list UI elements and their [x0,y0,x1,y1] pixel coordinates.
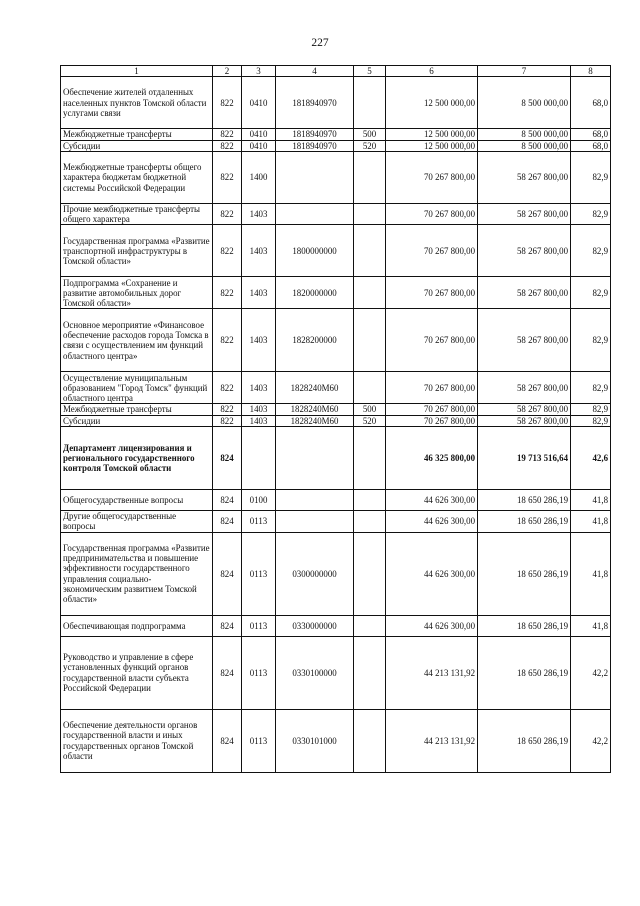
table-row [61,636,611,709]
header-cell-5: 5 [354,66,386,77]
expense-type-cell [354,709,386,772]
page-number: 227 [311,37,329,49]
target-article-cell: 1828240М60 [276,415,354,426]
actual-amount-cell: 18 650 286,19 [478,709,571,772]
actual-amount-cell: 8 500 000,00 [478,140,571,151]
planned-amount-cell: 70 267 800,00 [386,309,478,372]
target-article-cell: 0330000000 [276,615,354,636]
expense-type-cell [354,309,386,372]
description-cell: Осуществление муниципальным образованием "Город Томск" функций областного центра [61,372,213,404]
table-row [61,225,611,277]
actual-amount-cell: 58 267 800,00 [478,404,571,415]
planned-amount-cell: 70 267 800,00 [386,277,478,309]
target-article-cell [276,203,354,225]
actual-amount-cell: 8 500 000,00 [478,129,571,140]
actual-amount-cell: 19 713 516,64 [478,427,571,490]
planned-amount-cell: 70 267 800,00 [386,372,478,404]
grbs-cell: 824 [213,636,242,709]
actual-amount-cell: 18 650 286,19 [478,636,571,709]
grbs-cell: 824 [213,709,242,772]
table-row [61,415,611,426]
grbs-cell: 822 [213,372,242,404]
target-article-cell: 1820000000 [276,277,354,309]
section-cell: 1403 [242,309,276,372]
grbs-cell: 822 [213,309,242,372]
grbs-cell: 822 [213,277,242,309]
table-body [61,66,611,773]
target-article-cell: 1818940970 [276,77,354,129]
target-article-cell: 0300000000 [276,532,354,615]
section-cell: 0410 [242,140,276,151]
target-article-cell: 1828200000 [276,309,354,372]
description-cell: Подпрограмма «Сохранение и развитие автомобильных дорог Томской области» [61,277,213,309]
actual-amount-cell: 18 650 286,19 [478,532,571,615]
table-row [61,151,611,203]
expense-type-cell: 500 [354,129,386,140]
expense-type-cell [354,532,386,615]
grbs-cell: 822 [213,129,242,140]
target-article-cell [276,151,354,203]
description-cell: Департамент лицензирования и регионального государственного контроля Томской области [61,427,213,490]
table-row [61,490,611,511]
percent-cell: 68,0 [571,140,611,151]
percent-cell: 42,2 [571,709,611,772]
grbs-cell: 822 [213,140,242,151]
grbs-cell: 824 [213,490,242,511]
expense-type-cell [354,277,386,309]
percent-cell: 82,9 [571,309,611,372]
planned-amount-cell: 44 626 300,00 [386,490,478,511]
section-cell: 0113 [242,532,276,615]
section-cell: 1403 [242,277,276,309]
planned-amount-cell: 44 213 131,92 [386,636,478,709]
expense-type-cell [354,151,386,203]
grbs-cell: 824 [213,532,242,615]
header-cell-3: 3 [242,66,276,77]
percent-cell: 82,9 [571,277,611,309]
description-cell: Общегосударственные вопросы [61,490,213,511]
planned-amount-cell: 12 500 000,00 [386,129,478,140]
actual-amount-cell: 18 650 286,19 [478,511,571,533]
planned-amount-cell: 44 626 300,00 [386,511,478,533]
section-cell: 1400 [242,151,276,203]
target-article-cell: 1828240М60 [276,404,354,415]
actual-amount-cell: 18 650 286,19 [478,490,571,511]
planned-amount-cell: 70 267 800,00 [386,225,478,277]
actual-amount-cell: 58 267 800,00 [478,309,571,372]
expense-type-cell [354,615,386,636]
expense-type-cell [354,203,386,225]
percent-cell: 82,9 [571,151,611,203]
header-cell-2: 2 [213,66,242,77]
percent-cell: 82,9 [571,225,611,277]
target-article-cell: 0330101000 [276,709,354,772]
table-row [61,404,611,415]
percent-cell: 82,9 [571,415,611,426]
description-cell: Государственная программа «Развитие транспортной инфраструктуры в Томской области» [61,225,213,277]
header-cell-1: 1 [61,66,213,77]
percent-cell: 82,9 [571,404,611,415]
header-cell-6: 6 [386,66,478,77]
target-article-cell: 0330100000 [276,636,354,709]
section-cell: 1403 [242,404,276,415]
percent-cell: 41,8 [571,511,611,533]
section-cell: 0113 [242,615,276,636]
expense-type-cell: 520 [354,140,386,151]
planned-amount-cell: 70 267 800,00 [386,404,478,415]
table-row [61,372,611,404]
section-cell: 0410 [242,129,276,140]
grbs-cell: 824 [213,511,242,533]
header-row [61,66,611,77]
grbs-cell: 822 [213,151,242,203]
description-cell: Субсидии [61,140,213,151]
expense-type-cell [354,77,386,129]
description-cell: Межбюджетные трансферты [61,404,213,415]
planned-amount-cell: 44 626 300,00 [386,615,478,636]
percent-cell: 42,2 [571,636,611,709]
table-row [61,129,611,140]
description-cell: Межбюджетные трансферты [61,129,213,140]
section-cell: 1403 [242,415,276,426]
description-cell: Государственная программа «Развитие предпринимательства и повышение эффективности государственного управления социально-экономическим развитием Томской области» [61,532,213,615]
expense-type-cell [354,636,386,709]
description-cell: Основное мероприятие «Финансовое обеспечение расходов города Томска в связи с осуществлением им функций областного центра» [61,309,213,372]
section-cell: 1403 [242,225,276,277]
target-article-cell: 1828240М60 [276,372,354,404]
expense-type-cell [354,372,386,404]
expense-type-cell [354,427,386,490]
target-article-cell: 1818940970 [276,129,354,140]
actual-amount-cell: 58 267 800,00 [478,151,571,203]
section-cell: 0100 [242,490,276,511]
table-row [61,277,611,309]
planned-amount-cell: 70 267 800,00 [386,415,478,426]
description-cell: Межбюджетные трансферты общего характера бюджетам бюджетной системы Российской Федерации [61,151,213,203]
grbs-cell: 822 [213,404,242,415]
section-cell: 0113 [242,511,276,533]
percent-cell: 41,8 [571,490,611,511]
header-cell-8: 8 [571,66,611,77]
expense-type-cell: 500 [354,404,386,415]
target-article-cell [276,511,354,533]
grbs-cell: 824 [213,427,242,490]
actual-amount-cell: 58 267 800,00 [478,203,571,225]
actual-amount-cell: 58 267 800,00 [478,225,571,277]
table-row [61,532,611,615]
actual-amount-cell: 58 267 800,00 [478,372,571,404]
expense-type-cell [354,225,386,277]
description-cell: Другие общегосударственные вопросы [61,511,213,533]
section-cell: 0410 [242,77,276,129]
target-article-cell: 1800000000 [276,225,354,277]
actual-amount-cell: 18 650 286,19 [478,615,571,636]
percent-cell: 68,0 [571,77,611,129]
table-row [61,615,611,636]
grbs-cell: 822 [213,415,242,426]
expense-type-cell: 520 [354,415,386,426]
expense-type-cell [354,511,386,533]
description-cell: Обеспечивающая подпрограмма [61,615,213,636]
section-cell: 1403 [242,203,276,225]
percent-cell: 82,9 [571,372,611,404]
percent-cell: 82,9 [571,203,611,225]
table-row [61,203,611,225]
planned-amount-cell: 12 500 000,00 [386,140,478,151]
target-article-cell [276,427,354,490]
header-cell-4: 4 [276,66,354,77]
actual-amount-cell: 8 500 000,00 [478,77,571,129]
planned-amount-cell: 44 213 131,92 [386,709,478,772]
grbs-cell: 824 [213,615,242,636]
description-cell: Субсидии [61,415,213,426]
budget-table [60,65,611,773]
percent-cell: 41,8 [571,532,611,615]
header-cell-7: 7 [478,66,571,77]
table-row [61,427,611,490]
planned-amount-cell: 70 267 800,00 [386,203,478,225]
planned-amount-cell: 70 267 800,00 [386,151,478,203]
section-cell: 0113 [242,709,276,772]
grbs-cell: 822 [213,77,242,129]
planned-amount-cell: 46 325 800,00 [386,427,478,490]
description-cell: Обеспечение деятельности органов государственной власти и иных государственных органов Томской области [61,709,213,772]
table-row [61,309,611,372]
percent-cell: 41,8 [571,615,611,636]
actual-amount-cell: 58 267 800,00 [478,277,571,309]
table-row [61,77,611,129]
table-row [61,709,611,772]
actual-amount-cell: 58 267 800,00 [478,415,571,426]
percent-cell: 42,6 [571,427,611,490]
expense-type-cell [354,490,386,511]
section-cell: 0113 [242,636,276,709]
description-cell: Руководство и управление в сфере установленных функций органов государственной власти субъекта Российской Федерации [61,636,213,709]
table-row [61,511,611,533]
planned-amount-cell: 12 500 000,00 [386,77,478,129]
table-row [61,140,611,151]
description-cell: Прочие межбюджетные трансферты общего характера [61,203,213,225]
section-cell [242,427,276,490]
description-cell: Обеспечение жителей отдаленных населенных пунктов Томской области услугами связи [61,77,213,129]
target-article-cell [276,490,354,511]
planned-amount-cell: 44 626 300,00 [386,532,478,615]
target-article-cell: 1818940970 [276,140,354,151]
grbs-cell: 822 [213,203,242,225]
percent-cell: 68,0 [571,129,611,140]
section-cell: 1403 [242,372,276,404]
grbs-cell: 822 [213,225,242,277]
